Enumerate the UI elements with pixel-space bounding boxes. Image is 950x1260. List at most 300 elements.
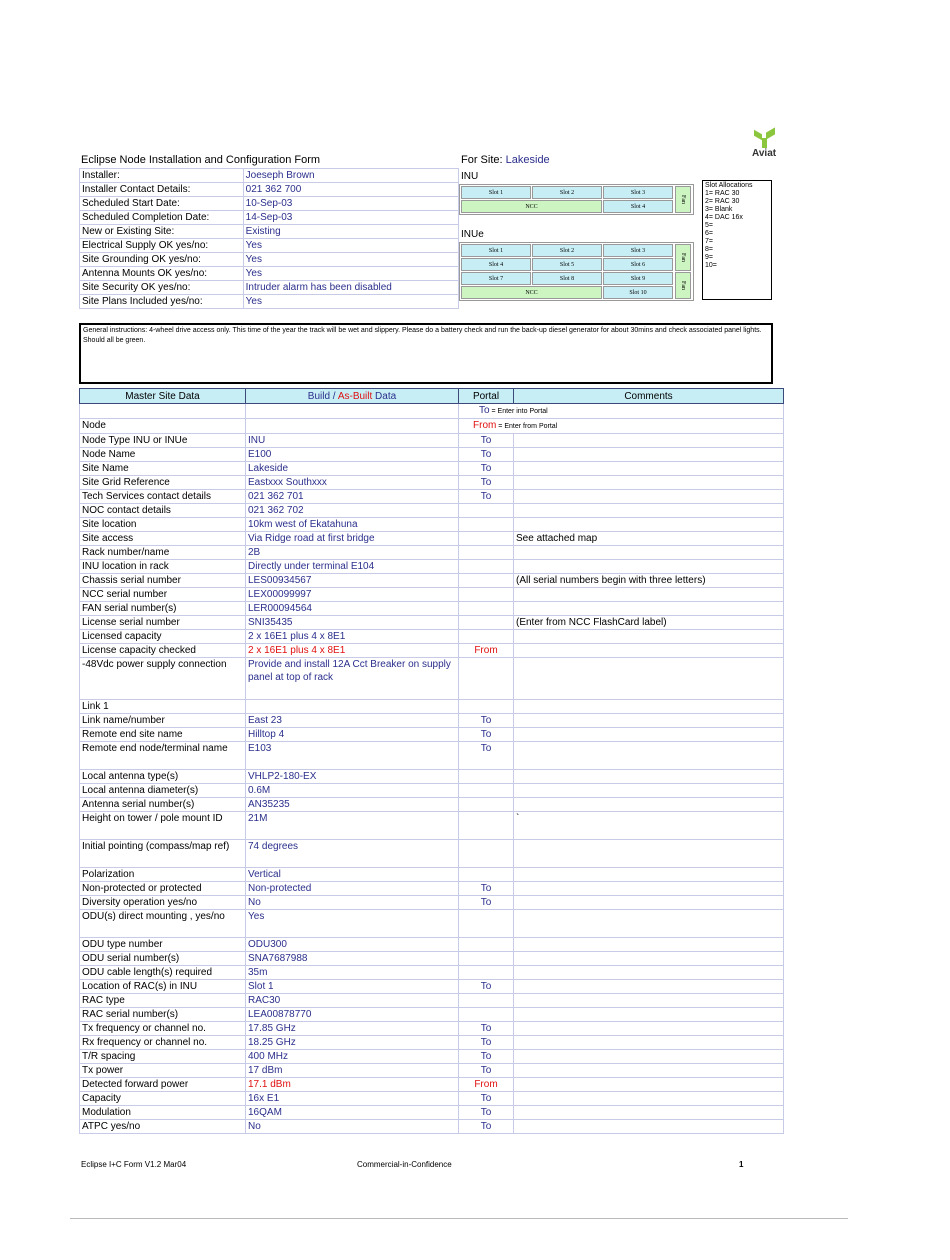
row-value: LER00094564 xyxy=(246,602,459,616)
row-portal xyxy=(459,938,514,952)
row-comment: (All serial numbers begin with three letters) xyxy=(514,574,784,588)
row-comment xyxy=(514,1092,784,1106)
row-portal xyxy=(459,616,514,630)
table-row xyxy=(80,574,784,588)
table-row xyxy=(80,616,784,630)
info-label: Antenna Mounts OK yes/no: xyxy=(80,267,244,281)
row-portal: To xyxy=(459,1022,514,1036)
inu-slot: Slot 2 xyxy=(532,186,602,199)
info-row xyxy=(80,281,459,295)
row-portal xyxy=(459,518,514,532)
inue-slot: Slot 5 xyxy=(532,258,602,271)
row-comment xyxy=(514,448,784,462)
row-comment xyxy=(514,1050,784,1064)
inu-slot: Slot 1 xyxy=(461,186,531,199)
info-row xyxy=(80,183,459,197)
row-comment xyxy=(514,952,784,966)
row-value: LEX00099997 xyxy=(246,588,459,602)
site-info-table xyxy=(79,168,459,309)
row-label: Initial pointing (compass/map ref) xyxy=(80,840,246,868)
row-label: Licensed capacity xyxy=(80,630,246,644)
row-label: Local antenna type(s) xyxy=(80,770,246,784)
row-value: 2 x 16E1 plus 4 x 8E1 xyxy=(246,644,459,658)
row-comment xyxy=(514,434,784,448)
row-label: Height on tower / pole mount ID xyxy=(80,812,246,840)
table-row xyxy=(80,1078,784,1092)
slot-allocations-title: Slot Allocations xyxy=(705,182,753,189)
info-row xyxy=(80,253,459,267)
row-value: Via Ridge road at first bridge xyxy=(246,532,459,546)
row-portal: To xyxy=(459,448,514,462)
slot-allocation-item: 9= xyxy=(705,254,713,261)
page-number: 1 xyxy=(739,1160,744,1169)
table-row xyxy=(80,1050,784,1064)
inue-label: INUe xyxy=(461,229,484,240)
inu-fan: Fan xyxy=(675,186,691,213)
row-portal xyxy=(459,602,514,616)
row-comment xyxy=(514,868,784,882)
table-row xyxy=(80,910,784,938)
header-comments: Comments xyxy=(514,389,784,404)
info-row xyxy=(80,267,459,281)
table-row xyxy=(80,728,784,742)
row-value: SNA7687988 xyxy=(246,952,459,966)
row-portal: To xyxy=(459,714,514,728)
row-label: Rx frequency or channel no. xyxy=(80,1036,246,1050)
table-row xyxy=(80,448,784,462)
row-comment: (Enter from NCC FlashCard label) xyxy=(514,616,784,630)
row-portal: To xyxy=(459,896,514,910)
table-row xyxy=(80,994,784,1008)
row-comment xyxy=(514,770,784,784)
info-row xyxy=(80,225,459,239)
row-label: Site access xyxy=(80,532,246,546)
row-value: INU xyxy=(246,434,459,448)
inu-ncc-slot: NCC xyxy=(461,200,602,213)
row-portal: From xyxy=(459,644,514,658)
inue-slot: Slot 6 xyxy=(603,258,673,271)
row-label: Site Name xyxy=(80,462,246,476)
row-label: RAC type xyxy=(80,994,246,1008)
table-row xyxy=(80,1064,784,1078)
slot-allocation-item: 5= xyxy=(705,222,713,229)
row-comment xyxy=(514,658,784,700)
row-portal: To xyxy=(459,1036,514,1050)
table-row xyxy=(80,504,784,518)
inu-slot: Slot 4 xyxy=(603,200,673,213)
table-row xyxy=(80,476,784,490)
row-label: License serial number xyxy=(80,616,246,630)
row-comment xyxy=(514,1036,784,1050)
row-value: ODU300 xyxy=(246,938,459,952)
info-value: Intruder alarm has been disabled xyxy=(243,281,458,295)
table-row xyxy=(80,770,784,784)
info-value: Existing xyxy=(243,225,458,239)
info-label: Installer: xyxy=(80,169,244,183)
row-portal: To xyxy=(459,490,514,504)
row-value: VHLP2-180-EX xyxy=(246,770,459,784)
inue-ncc-slot: NCC xyxy=(461,286,602,299)
row-comment xyxy=(514,490,784,504)
row-portal xyxy=(459,784,514,798)
row-value: 17 dBm xyxy=(246,1064,459,1078)
row-comment xyxy=(514,784,784,798)
row-value: East 23 xyxy=(246,714,459,728)
table-row xyxy=(80,798,784,812)
row-value: 35m xyxy=(246,966,459,980)
row-portal: To xyxy=(459,980,514,994)
table-row xyxy=(80,546,784,560)
row-label: Tech Services contact details xyxy=(80,490,246,504)
row-portal xyxy=(459,588,514,602)
row-value: Lakeside xyxy=(246,462,459,476)
table-row xyxy=(80,714,784,728)
row-label: Remote end site name xyxy=(80,728,246,742)
table-row xyxy=(80,462,784,476)
row-comment xyxy=(514,630,784,644)
row-comment xyxy=(514,896,784,910)
row-comment: See attached map xyxy=(514,532,784,546)
info-label: Site Grounding OK yes/no: xyxy=(80,253,244,267)
row-comment xyxy=(514,602,784,616)
row-portal: To xyxy=(459,434,514,448)
table-row xyxy=(80,1022,784,1036)
slot-allocation-item: 6= xyxy=(705,230,713,237)
row-portal: To xyxy=(459,1106,514,1120)
info-value: 10-Sep-03 xyxy=(243,197,458,211)
table-row xyxy=(80,742,784,770)
row-comment xyxy=(514,938,784,952)
inue-slot: Slot 3 xyxy=(603,244,673,257)
inue-slot: Slot 8 xyxy=(532,272,602,285)
row-value: Yes xyxy=(246,910,459,938)
row-comment xyxy=(514,476,784,490)
general-instructions-text: General instructions: 4-wheel drive access only. This time of the year the track will be wet and slippery. Please do a battery check and run the back-up diesel generator for about 30mins and check associated panel lights. Should all be green. xyxy=(83,327,762,344)
info-value: Joeseph Brown xyxy=(243,169,458,183)
table-row xyxy=(80,1092,784,1106)
row-portal xyxy=(459,812,514,840)
row-value: 17.85 GHz xyxy=(246,1022,459,1036)
row-value: AN35235 xyxy=(246,798,459,812)
row-value: SNI35435 xyxy=(246,616,459,630)
slot-allocation-item: 3= Blank xyxy=(705,206,733,213)
table-row xyxy=(80,658,784,700)
inue-slot: Slot 2 xyxy=(532,244,602,257)
row-portal: To xyxy=(459,1120,514,1134)
row-value xyxy=(246,419,459,434)
row-comment xyxy=(514,504,784,518)
row-value xyxy=(246,700,459,714)
row-value: No xyxy=(246,1120,459,1134)
table-row xyxy=(80,700,784,714)
row-comment xyxy=(514,714,784,728)
row-label: INU location in rack xyxy=(80,560,246,574)
row-portal: To xyxy=(459,1092,514,1106)
slot-allocation-item: 7= xyxy=(705,238,713,245)
info-row xyxy=(80,169,459,183)
table-row xyxy=(80,938,784,952)
inu-slot: Slot 3 xyxy=(603,186,673,199)
table-row xyxy=(80,588,784,602)
row-portal xyxy=(459,868,514,882)
row-label: ODU serial number(s) xyxy=(80,952,246,966)
table-row xyxy=(80,560,784,574)
footer-rule xyxy=(70,1218,848,1219)
table-row xyxy=(80,1106,784,1120)
row-portal xyxy=(459,910,514,938)
row-portal: To xyxy=(459,742,514,770)
inue-slot: Slot 7 xyxy=(461,272,531,285)
row-value: 17.1 dBm xyxy=(246,1078,459,1092)
table-row xyxy=(80,840,784,868)
form-title: Eclipse Node Installation and Configuration Form xyxy=(81,154,321,166)
row-label: Site Grid Reference xyxy=(80,476,246,490)
row-label: Polarization xyxy=(80,868,246,882)
row-label: Chassis serial number xyxy=(80,574,246,588)
info-row xyxy=(80,197,459,211)
info-label: Site Security OK yes/no: xyxy=(80,281,244,295)
logo-text: Aviat xyxy=(752,148,777,159)
site-title xyxy=(461,154,550,166)
row-comment xyxy=(514,798,784,812)
inue-slot: Slot 4 xyxy=(461,258,531,271)
row-label: Link name/number xyxy=(80,714,246,728)
table-row xyxy=(80,868,784,882)
slot-allocation-item: 10= xyxy=(705,262,717,269)
row-portal: From xyxy=(459,1078,514,1092)
inu-label: INU xyxy=(461,171,479,182)
header-build-data: Build / As-Built Data xyxy=(246,389,459,404)
legend-row-to: To = Enter into Portal xyxy=(80,404,784,419)
info-label: Scheduled Start Date: xyxy=(80,197,244,211)
info-value: 021 362 700 xyxy=(243,183,458,197)
row-label: Node Name xyxy=(80,448,246,462)
row-value: 10km west of Ekatahuna xyxy=(246,518,459,532)
row-portal xyxy=(459,546,514,560)
row-portal xyxy=(459,700,514,714)
row-value: Provide and install 12A Cct Breaker on supply panel at top of rack xyxy=(246,658,459,700)
info-row xyxy=(80,211,459,225)
info-row xyxy=(80,239,459,253)
row-label: Node Type INU or INUe xyxy=(80,434,246,448)
row-comment xyxy=(514,840,784,868)
inue-fan: Fan xyxy=(675,272,691,299)
row-comment xyxy=(514,1022,784,1036)
row-label: Non-protected or protected xyxy=(80,882,246,896)
slot-allocation-item: 1= RAC 30 xyxy=(705,190,740,197)
row-value: 2 x 16E1 plus 4 x 8E1 xyxy=(246,630,459,644)
row-comment xyxy=(514,1008,784,1022)
row-portal xyxy=(459,770,514,784)
row-label: Local antenna diameter(s) xyxy=(80,784,246,798)
row-value: Eastxxx Southxxx xyxy=(246,476,459,490)
row-portal xyxy=(459,952,514,966)
row-label: Capacity xyxy=(80,1092,246,1106)
row-portal xyxy=(459,840,514,868)
table-row xyxy=(80,518,784,532)
row-comment xyxy=(514,560,784,574)
row-label: Detected forward power xyxy=(80,1078,246,1092)
table-row xyxy=(80,1120,784,1134)
row-comment xyxy=(514,588,784,602)
inue-slot: Slot 9 xyxy=(603,272,673,285)
inue-rack-diagram xyxy=(459,242,694,301)
info-value: Yes xyxy=(243,295,458,309)
table-row xyxy=(80,952,784,966)
row-comment xyxy=(514,1120,784,1134)
row-portal xyxy=(459,798,514,812)
row-comment xyxy=(514,980,784,994)
row-comment xyxy=(514,882,784,896)
table-row xyxy=(80,980,784,994)
row-comment xyxy=(514,1064,784,1078)
row-comment xyxy=(514,966,784,980)
info-label: Installer Contact Details: xyxy=(80,183,244,197)
row-value: 16QAM xyxy=(246,1106,459,1120)
row-portal: To xyxy=(459,462,514,476)
row-portal: To xyxy=(459,882,514,896)
slot-allocations-box xyxy=(702,180,772,300)
table-row xyxy=(80,966,784,980)
row-label: Location of RAC(s) in INU xyxy=(80,980,246,994)
row-label: Link 1 xyxy=(80,700,246,714)
row-portal xyxy=(459,994,514,1008)
site-label: For Site: xyxy=(461,154,503,166)
row-label: RAC serial number(s) xyxy=(80,1008,246,1022)
footer-center: Commercial-in-Confidence xyxy=(357,1160,452,1169)
row-comment: ` xyxy=(514,812,784,840)
row-value: LES00934567 xyxy=(246,574,459,588)
row-comment xyxy=(514,462,784,476)
inu-rack-diagram xyxy=(459,184,694,215)
row-portal xyxy=(459,504,514,518)
info-value: Yes xyxy=(243,239,458,253)
general-instructions-box xyxy=(79,323,773,384)
row-value: LEA00878770 xyxy=(246,1008,459,1022)
slot-allocation-item: 8= xyxy=(705,246,713,253)
row-label: ODU cable length(s) required xyxy=(80,966,246,980)
row-comment xyxy=(514,994,784,1008)
row-value: 18.25 GHz xyxy=(246,1036,459,1050)
table-row xyxy=(80,882,784,896)
header-portal: Portal xyxy=(459,389,514,404)
table-row xyxy=(80,490,784,504)
row-label: Diversity operation yes/no xyxy=(80,896,246,910)
row-label: Rack number/name xyxy=(80,546,246,560)
row-value: Directly under terminal E104 xyxy=(246,560,459,574)
row-value: Slot 1 xyxy=(246,980,459,994)
slot-allocation-item: 2= RAC 30 xyxy=(705,198,740,205)
row-portal: To xyxy=(459,1050,514,1064)
row-label: License capacity checked xyxy=(80,644,246,658)
inue-slot: Slot 10 xyxy=(603,286,673,299)
row-value: 21M xyxy=(246,812,459,840)
row-value: Vertical xyxy=(246,868,459,882)
row-value: Non-protected xyxy=(246,882,459,896)
row-value: 021 362 701 xyxy=(246,490,459,504)
info-value: 14-Sep-03 xyxy=(243,211,458,225)
row-label: Tx frequency or channel no. xyxy=(80,1022,246,1036)
table-row xyxy=(80,644,784,658)
row-value: 021 362 702 xyxy=(246,504,459,518)
legend-from: From = Enter from Portal xyxy=(459,419,784,434)
row-comment xyxy=(514,728,784,742)
table-row xyxy=(80,419,784,434)
row-label: NOC contact details xyxy=(80,504,246,518)
row-portal xyxy=(459,630,514,644)
row-value: 400 MHz xyxy=(246,1050,459,1064)
row-comment xyxy=(514,700,784,714)
inue-fan: Fan xyxy=(675,244,691,271)
row-label: Modulation xyxy=(80,1106,246,1120)
row-comment xyxy=(514,546,784,560)
row-comment xyxy=(514,742,784,770)
row-label: NCC serial number xyxy=(80,588,246,602)
row-label: ATPC yes/no xyxy=(80,1120,246,1134)
info-label: Electrical Supply OK yes/no: xyxy=(80,239,244,253)
inue-slot: Slot 1 xyxy=(461,244,531,257)
header-master-site-data: Master Site Data xyxy=(80,389,246,404)
table-row xyxy=(80,896,784,910)
row-label: T/R spacing xyxy=(80,1050,246,1064)
row-portal xyxy=(459,560,514,574)
table-row xyxy=(80,602,784,616)
site-name: Lakeside xyxy=(505,154,550,166)
row-value: Hilltop 4 xyxy=(246,728,459,742)
logo-mark-icon xyxy=(754,130,776,150)
row-portal: To xyxy=(459,1064,514,1078)
row-comment xyxy=(514,910,784,938)
table-row xyxy=(80,784,784,798)
row-value: 2B xyxy=(246,546,459,560)
row-label: ODU type number xyxy=(80,938,246,952)
row-portal xyxy=(459,1008,514,1022)
row-comment xyxy=(514,1106,784,1120)
row-label: Node xyxy=(80,419,246,434)
table-row xyxy=(80,1008,784,1022)
table-row xyxy=(80,630,784,644)
table-row xyxy=(80,532,784,546)
row-comment xyxy=(514,518,784,532)
table-row xyxy=(80,1036,784,1050)
row-portal xyxy=(459,532,514,546)
row-comment xyxy=(514,1078,784,1092)
row-label: Remote end node/terminal name xyxy=(80,742,246,770)
site-data-table xyxy=(79,388,784,1134)
footer-left: Eclipse I+C Form V1.2 Mar04 xyxy=(81,1160,187,1169)
row-value: E100 xyxy=(246,448,459,462)
info-label: New or Existing Site: xyxy=(80,225,244,239)
aviat-logo xyxy=(752,130,782,159)
row-value: 16x E1 xyxy=(246,1092,459,1106)
row-portal: To xyxy=(459,728,514,742)
row-label: FAN serial number(s) xyxy=(80,602,246,616)
row-value: 74 degrees xyxy=(246,840,459,868)
row-value: No xyxy=(246,896,459,910)
info-value: Yes xyxy=(243,267,458,281)
row-label: ODU(s) direct mounting , yes/no xyxy=(80,910,246,938)
row-label: -48Vdc power supply connection xyxy=(80,658,246,700)
row-label: Tx power xyxy=(80,1064,246,1078)
row-comment xyxy=(514,644,784,658)
info-row xyxy=(80,295,459,309)
row-portal: To xyxy=(459,476,514,490)
table-row xyxy=(80,812,784,840)
row-portal xyxy=(459,574,514,588)
row-value: E103 xyxy=(246,742,459,770)
info-value: Yes xyxy=(243,253,458,267)
row-value: RAC30 xyxy=(246,994,459,1008)
